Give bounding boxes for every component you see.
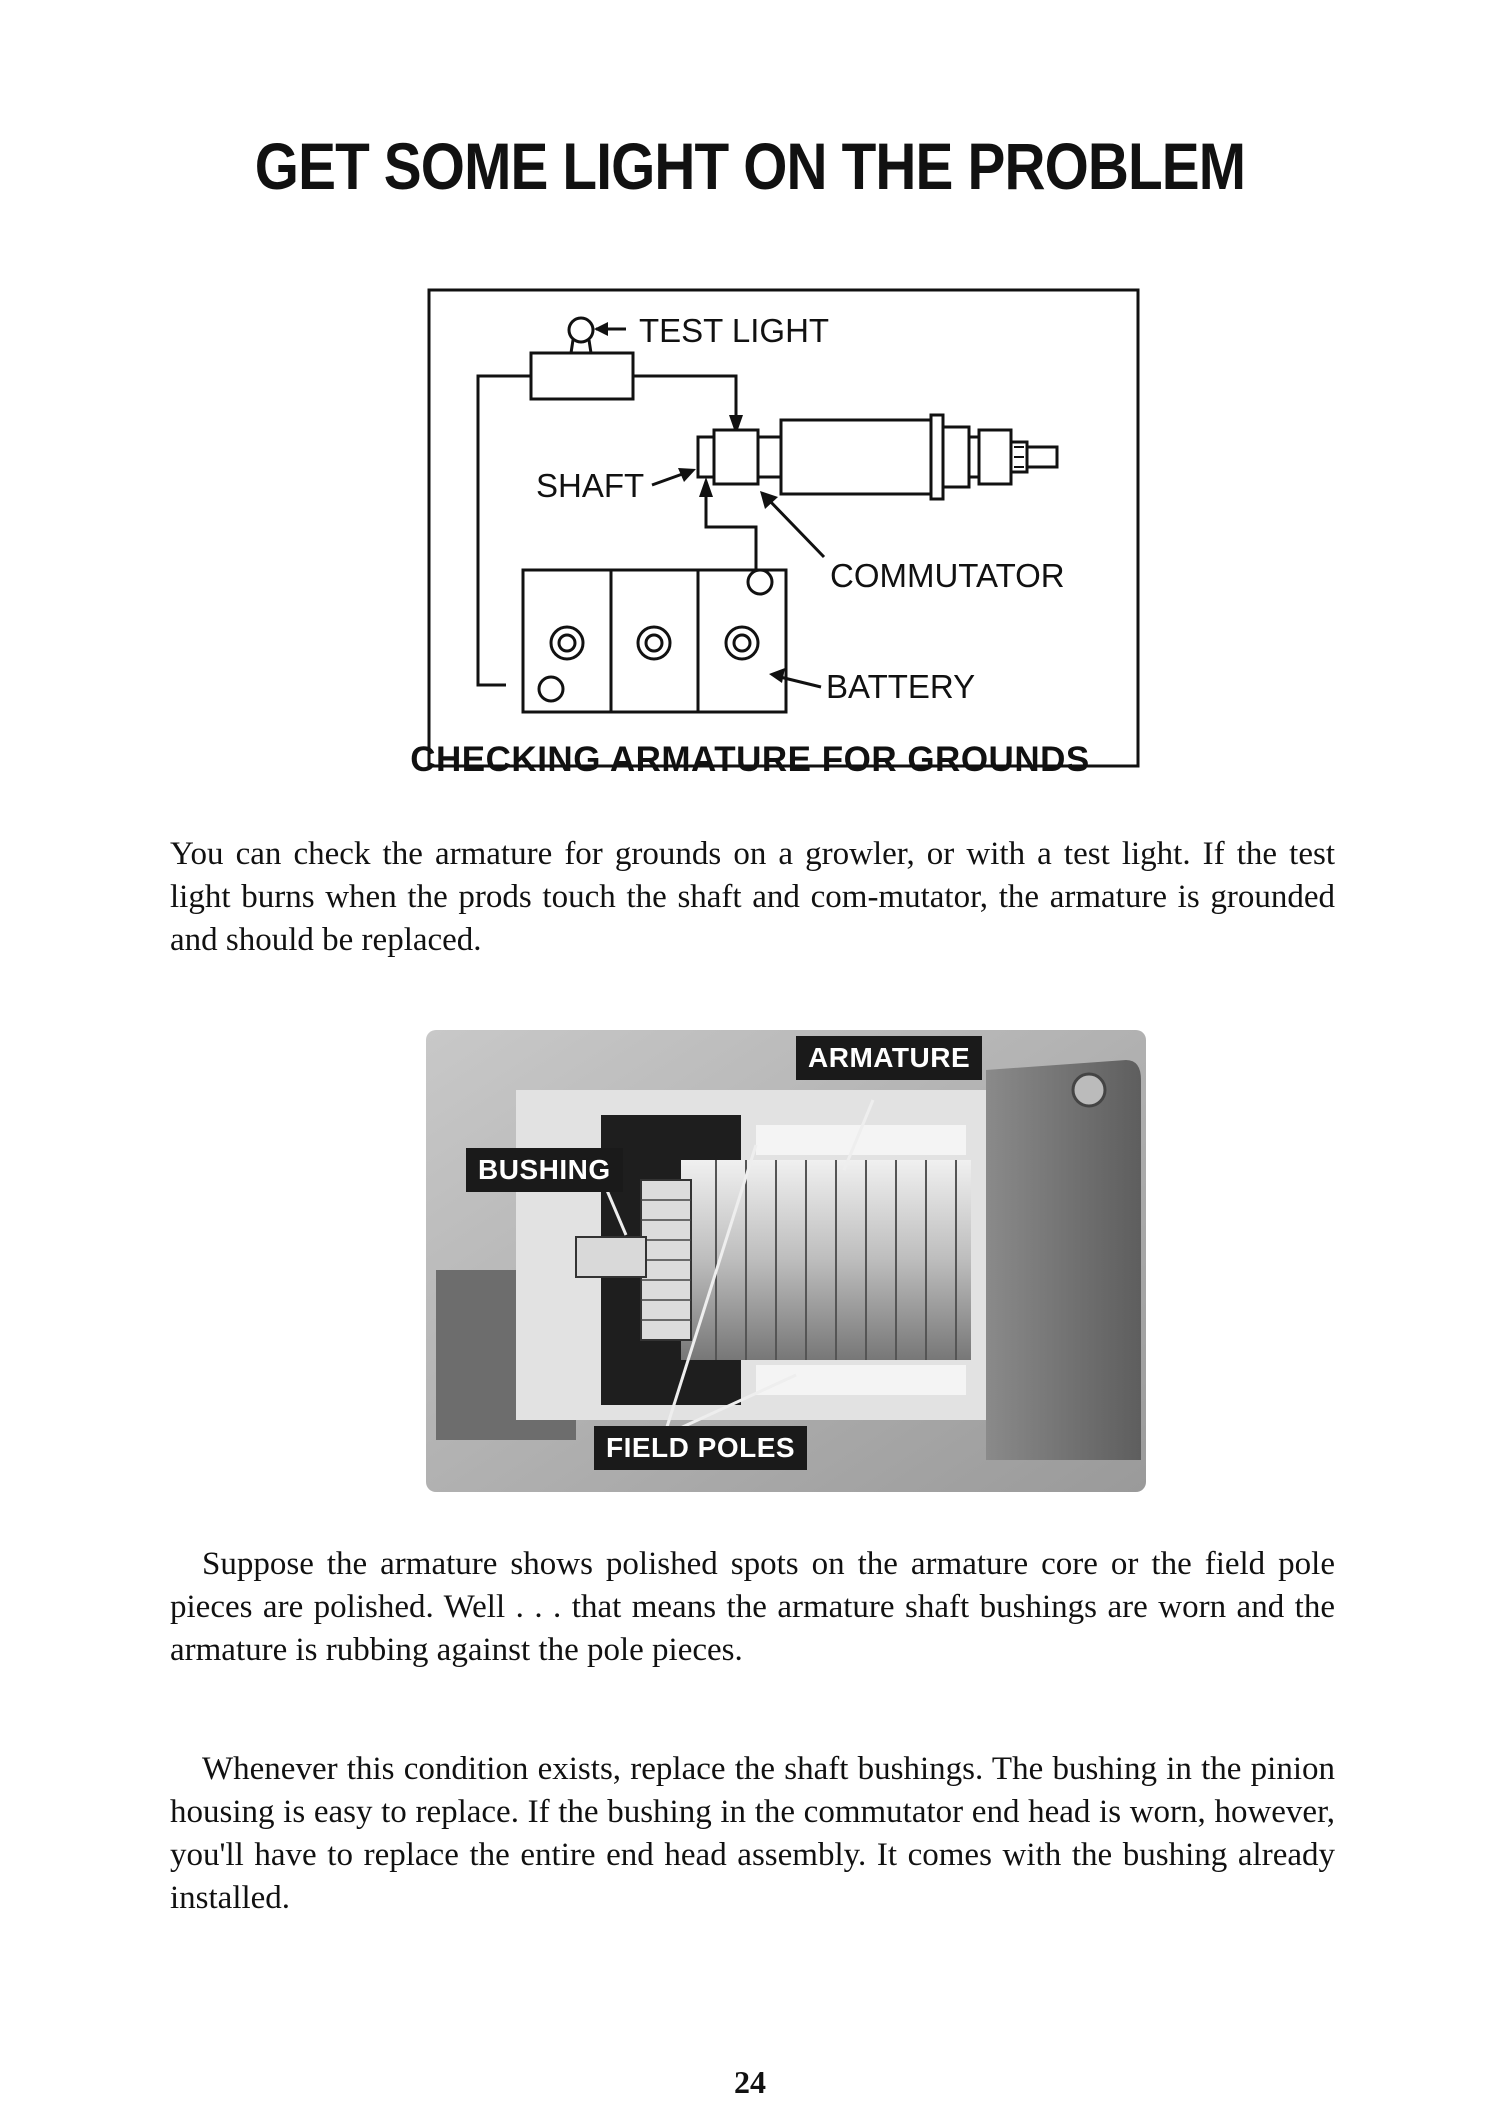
test-light-housing: [531, 353, 633, 399]
terminal-stud: [1073, 1074, 1105, 1106]
battery-icon: [523, 570, 786, 712]
battery-label: BATTERY: [826, 668, 976, 705]
armature-ground-test-diagram: [426, 287, 1141, 769]
page-title: GET SOME LIGHT ON THE PROBLEM: [254, 129, 1246, 203]
paragraph-2: Suppose the armature shows polished spots on the armature core or the field pole pieces are polished. Well . . . that means the armature shaft bushings are worn and the armature is rubbing against the pole pieces.: [170, 1546, 1335, 1668]
commutator-label: COMMUTATOR: [830, 557, 1065, 594]
armature-core: [681, 1160, 971, 1360]
armature-label: ARMATURE: [796, 1036, 982, 1080]
paragraph-3: Whenever this condition exists, replace the shaft bushings. The bushing in the pinion housing is easy to replace. If the bushing in the commutator end head is worn, however, you'll have to replace the entire end head assembly. It comes with the bushing already installed.: [170, 1751, 1335, 1916]
commutator: [641, 1180, 691, 1340]
shaft-label: SHAFT: [536, 467, 645, 504]
armature-shaft: [576, 1237, 646, 1277]
test-light-label: TEST LIGHT: [639, 312, 830, 349]
paragraph-1: You can check the armature for grounds on a growler, or with a test light. If the test light burns when the prods touch the shaft and com-mutator, the armature is grounded and should be replaced.: [170, 836, 1335, 958]
bushing-label: BUSHING: [466, 1148, 623, 1192]
starter-cutaway-photo: [426, 1030, 1146, 1492]
page-number: 24: [734, 2064, 766, 2100]
field-poles-label: FIELD POLES: [594, 1426, 807, 1470]
diagram-caption: CHECKING ARMATURE FOR GROUNDS: [410, 740, 1090, 779]
drive-housing: [986, 1060, 1141, 1460]
